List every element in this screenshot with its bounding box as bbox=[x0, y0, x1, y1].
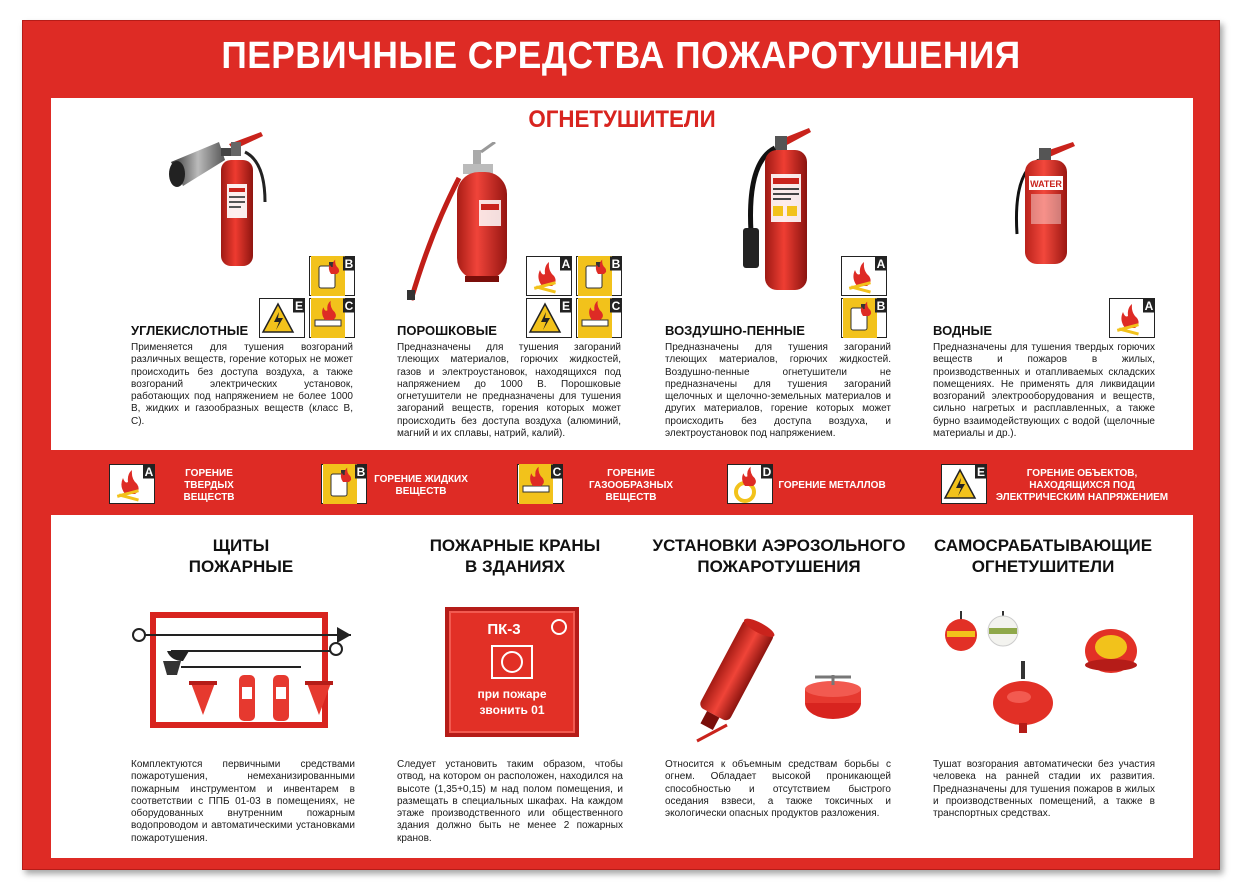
legend-item-e bbox=[941, 464, 1173, 508]
co2-class-icons bbox=[294, 256, 409, 338]
svg-text:B: B bbox=[876, 299, 886, 313]
legend-text-a: ГОРЕНИЕ ТВЕРДЫХ ВЕЩЕСТВ bbox=[183, 468, 235, 503]
extinguishers-panel bbox=[51, 98, 1193, 450]
fire-shield-title-line1: ЩИТЫ bbox=[212, 536, 270, 555]
fire-shield-image bbox=[131, 611, 356, 729]
cabinet-text-line2: звонить 01 bbox=[479, 703, 545, 717]
svg-text:C: C bbox=[344, 299, 354, 313]
hose-reel-icon bbox=[491, 645, 533, 679]
extinguisher-desc-foam: Предназначены для тушения загораний тлеющих материалов, горючих жидкостей. Воздушно-пенные огнетушители не предназначены для тушения загораний щелочных и щелочно-земельных материалов и других материалов, горение которых может происходить без доступа воздуха, и электроустановок под напряжением. bbox=[665, 342, 891, 440]
svg-text:A: A bbox=[876, 257, 886, 271]
extinguisher-desc-water: Предназначены для тушения твердых горючих веществ и пожаров в жилых, производственных и отапливаемых складских помещениях. Не применять для ликвидации возгораний электрооборудования и веществ, сильно нагретых и расплавленных, а также бурно взаимодействующих с водой (щелочные материалы и др.). bbox=[933, 342, 1155, 440]
legend-item-c bbox=[517, 464, 695, 508]
fire-hydrant-title-line1: ПОЖАРНЫЕ КРАНЫ bbox=[429, 536, 601, 555]
aerosol-title-line1: УСТАНОВКИ АЭРОЗОЛЬНОГО bbox=[652, 536, 906, 555]
aerosol-desc: Относится к объемным средствам борьбы с огнем. Обладает высокой проникающей способностью и отсутствием быстрого оседания взвеси, а также токсичных и экологически опасных продуктов разложения. bbox=[665, 759, 891, 820]
aerosol-title bbox=[647, 535, 911, 577]
foam-extinguisher-image bbox=[729, 122, 819, 292]
svg-text:C: C bbox=[611, 299, 621, 313]
svg-text:D: D bbox=[762, 464, 772, 479]
fire-class-a-icon bbox=[841, 256, 887, 301]
extinguisher-desc-powder: Предназначены для тушения загораний тлеющих материалов, горючих жидкостей, газов и электроустановок, находящихся под напряжением до 1000 В. Порошковые огнетушители не предназначены для тушения загораний веществ, горения которых может происходить без доступа воздуха (алюминий, магний и их сплавы, натрий, калий). bbox=[397, 342, 621, 440]
fire-class-b-icon bbox=[841, 298, 887, 343]
fire-class-a-icon bbox=[109, 464, 155, 509]
self-triggering-title-line2: ОГНЕТУШИТЕЛИ bbox=[971, 557, 1115, 576]
svg-text:B: B bbox=[344, 257, 354, 271]
extinguisher-desc-co2: Применяется для тушения возгораний различных веществ, горение которых не может происходить без доступа воздуха, а также возгораний электрических установок, работающих под напряжением не более 1000 В, жидких и газообразных веществ (класс B, C). bbox=[131, 342, 353, 427]
fire-class-b-icon bbox=[576, 256, 622, 301]
legend-text-b: ГОРЕНИЕ ЖИДКИХ ВЕЩЕСТВ bbox=[374, 474, 468, 497]
svg-text:E: E bbox=[976, 464, 986, 479]
fire-class-legend bbox=[51, 455, 1193, 511]
extinguisher-name-foam: ВОЗДУШНО-ПЕННЫЕ bbox=[665, 323, 805, 338]
other-means-panel bbox=[51, 515, 1193, 858]
svg-text:E: E bbox=[294, 299, 304, 313]
self-triggering-desc: Тушат возгорания автоматически без участия человека на ранней стадии их развития. Предназначены для тушения пожаров в жилых и производственных помещений, а также в транспортных средствах. bbox=[933, 759, 1155, 820]
fire-class-a-icon bbox=[1109, 298, 1155, 343]
fire-class-c-icon bbox=[309, 298, 355, 343]
fire-shield-title-line2: ПОЖАРНЫЕ bbox=[188, 557, 294, 576]
legend-item-a bbox=[109, 464, 259, 508]
svg-text:E: E bbox=[561, 299, 571, 313]
water-tag-label: WATER bbox=[1030, 179, 1062, 189]
water-extinguisher-image bbox=[1003, 138, 1083, 268]
legend-item-b bbox=[321, 464, 471, 508]
poster bbox=[22, 20, 1220, 870]
fire-class-e-icon bbox=[526, 298, 572, 343]
cabinet-lock-icon bbox=[551, 619, 567, 635]
fire-class-d-icon bbox=[727, 464, 773, 509]
svg-text:B: B bbox=[611, 257, 621, 271]
svg-text:C: C bbox=[552, 464, 562, 479]
svg-text:B: B bbox=[356, 464, 366, 479]
fire-shield-desc: Комплектуются первичными средствами пожаротушения, немеханизированными пожарным инструментом и инвентарем в соответствии с ППБ 01-03 в помещениях, не оборудованных внутренним пожарным водопроводом и автоматическими установками пожаротушения. bbox=[131, 759, 355, 844]
self-triggering-title-line1: САМОСРАБАТЫВАЮЩИЕ bbox=[933, 536, 1153, 555]
fire-shield-title bbox=[131, 535, 351, 577]
svg-text:A: A bbox=[1144, 299, 1154, 313]
legend-text-d: ГОРЕНИЕ МЕТАЛЛОВ bbox=[778, 480, 886, 491]
co2-extinguisher-image bbox=[169, 122, 274, 272]
aerosol-unit-image bbox=[687, 615, 867, 745]
poster-title: ПЕРВИЧНЫЕ СРЕДСТВА ПОЖАРОТУШЕНИЯ bbox=[221, 35, 1021, 77]
fire-class-c-icon bbox=[517, 464, 563, 509]
fire-class-e-icon bbox=[941, 464, 987, 509]
foam-class-icons bbox=[841, 256, 891, 338]
fire-class-a-icon bbox=[526, 256, 572, 301]
svg-text:A: A bbox=[561, 257, 571, 271]
extinguisher-name-powder: ПОРОШКОВЫЕ bbox=[397, 323, 497, 338]
cabinet-text-line1: при пожаре bbox=[477, 687, 547, 701]
powder-extinguisher-image bbox=[401, 142, 521, 302]
svg-text:A: A bbox=[144, 464, 154, 479]
legend-text-e: ГОРЕНИЕ ОБЪЕКТОВ, НАХОДЯЩИХСЯ ПОД ЭЛЕКТРИЧЕСКИМ НАПРЯЖЕНИЕМ bbox=[995, 468, 1169, 503]
fire-class-c-icon bbox=[576, 298, 622, 343]
fire-hydrant-desc: Следует установить таким образом, чтобы отвод, на котором он расположен, находился на высоте (1,35+0,15) м над полом помещения, и размещать в специальных шкафах. На каждом этаже производственного или общественного здания должно быть не менее 2 пожарных кранов. bbox=[397, 759, 623, 844]
extinguisher-name-co2: УГЛЕКИСЛОТНЫЕ bbox=[131, 323, 249, 338]
cabinet-label: ПК-3 bbox=[487, 621, 521, 638]
fire-hydrant-cabinet bbox=[445, 607, 579, 737]
fire-class-e-icon bbox=[259, 298, 305, 343]
fire-hydrant-title-line2: В ЗДАНИЯХ bbox=[464, 557, 566, 576]
fire-class-b-icon bbox=[309, 256, 355, 301]
aerosol-title-line2: ПОЖАРОТУШЕНИЯ bbox=[697, 557, 861, 576]
extinguisher-name-water: ВОДНЫЕ bbox=[933, 323, 993, 338]
water-class-icons bbox=[1109, 298, 1159, 340]
self-triggering-image bbox=[943, 611, 1143, 737]
legend-item-d bbox=[727, 464, 887, 508]
legend-text-c: ГОРЕНИЕ ГАЗООБРАЗНЫХ ВЕЩЕСТВ bbox=[588, 468, 674, 503]
fire-class-b-icon bbox=[321, 464, 367, 509]
self-triggering-title bbox=[921, 535, 1165, 577]
fire-hydrant-title bbox=[399, 535, 631, 577]
extinguishers-subtitle: ОГНЕТУШИТЕЛИ bbox=[528, 106, 716, 133]
powder-class-icons bbox=[526, 256, 626, 338]
